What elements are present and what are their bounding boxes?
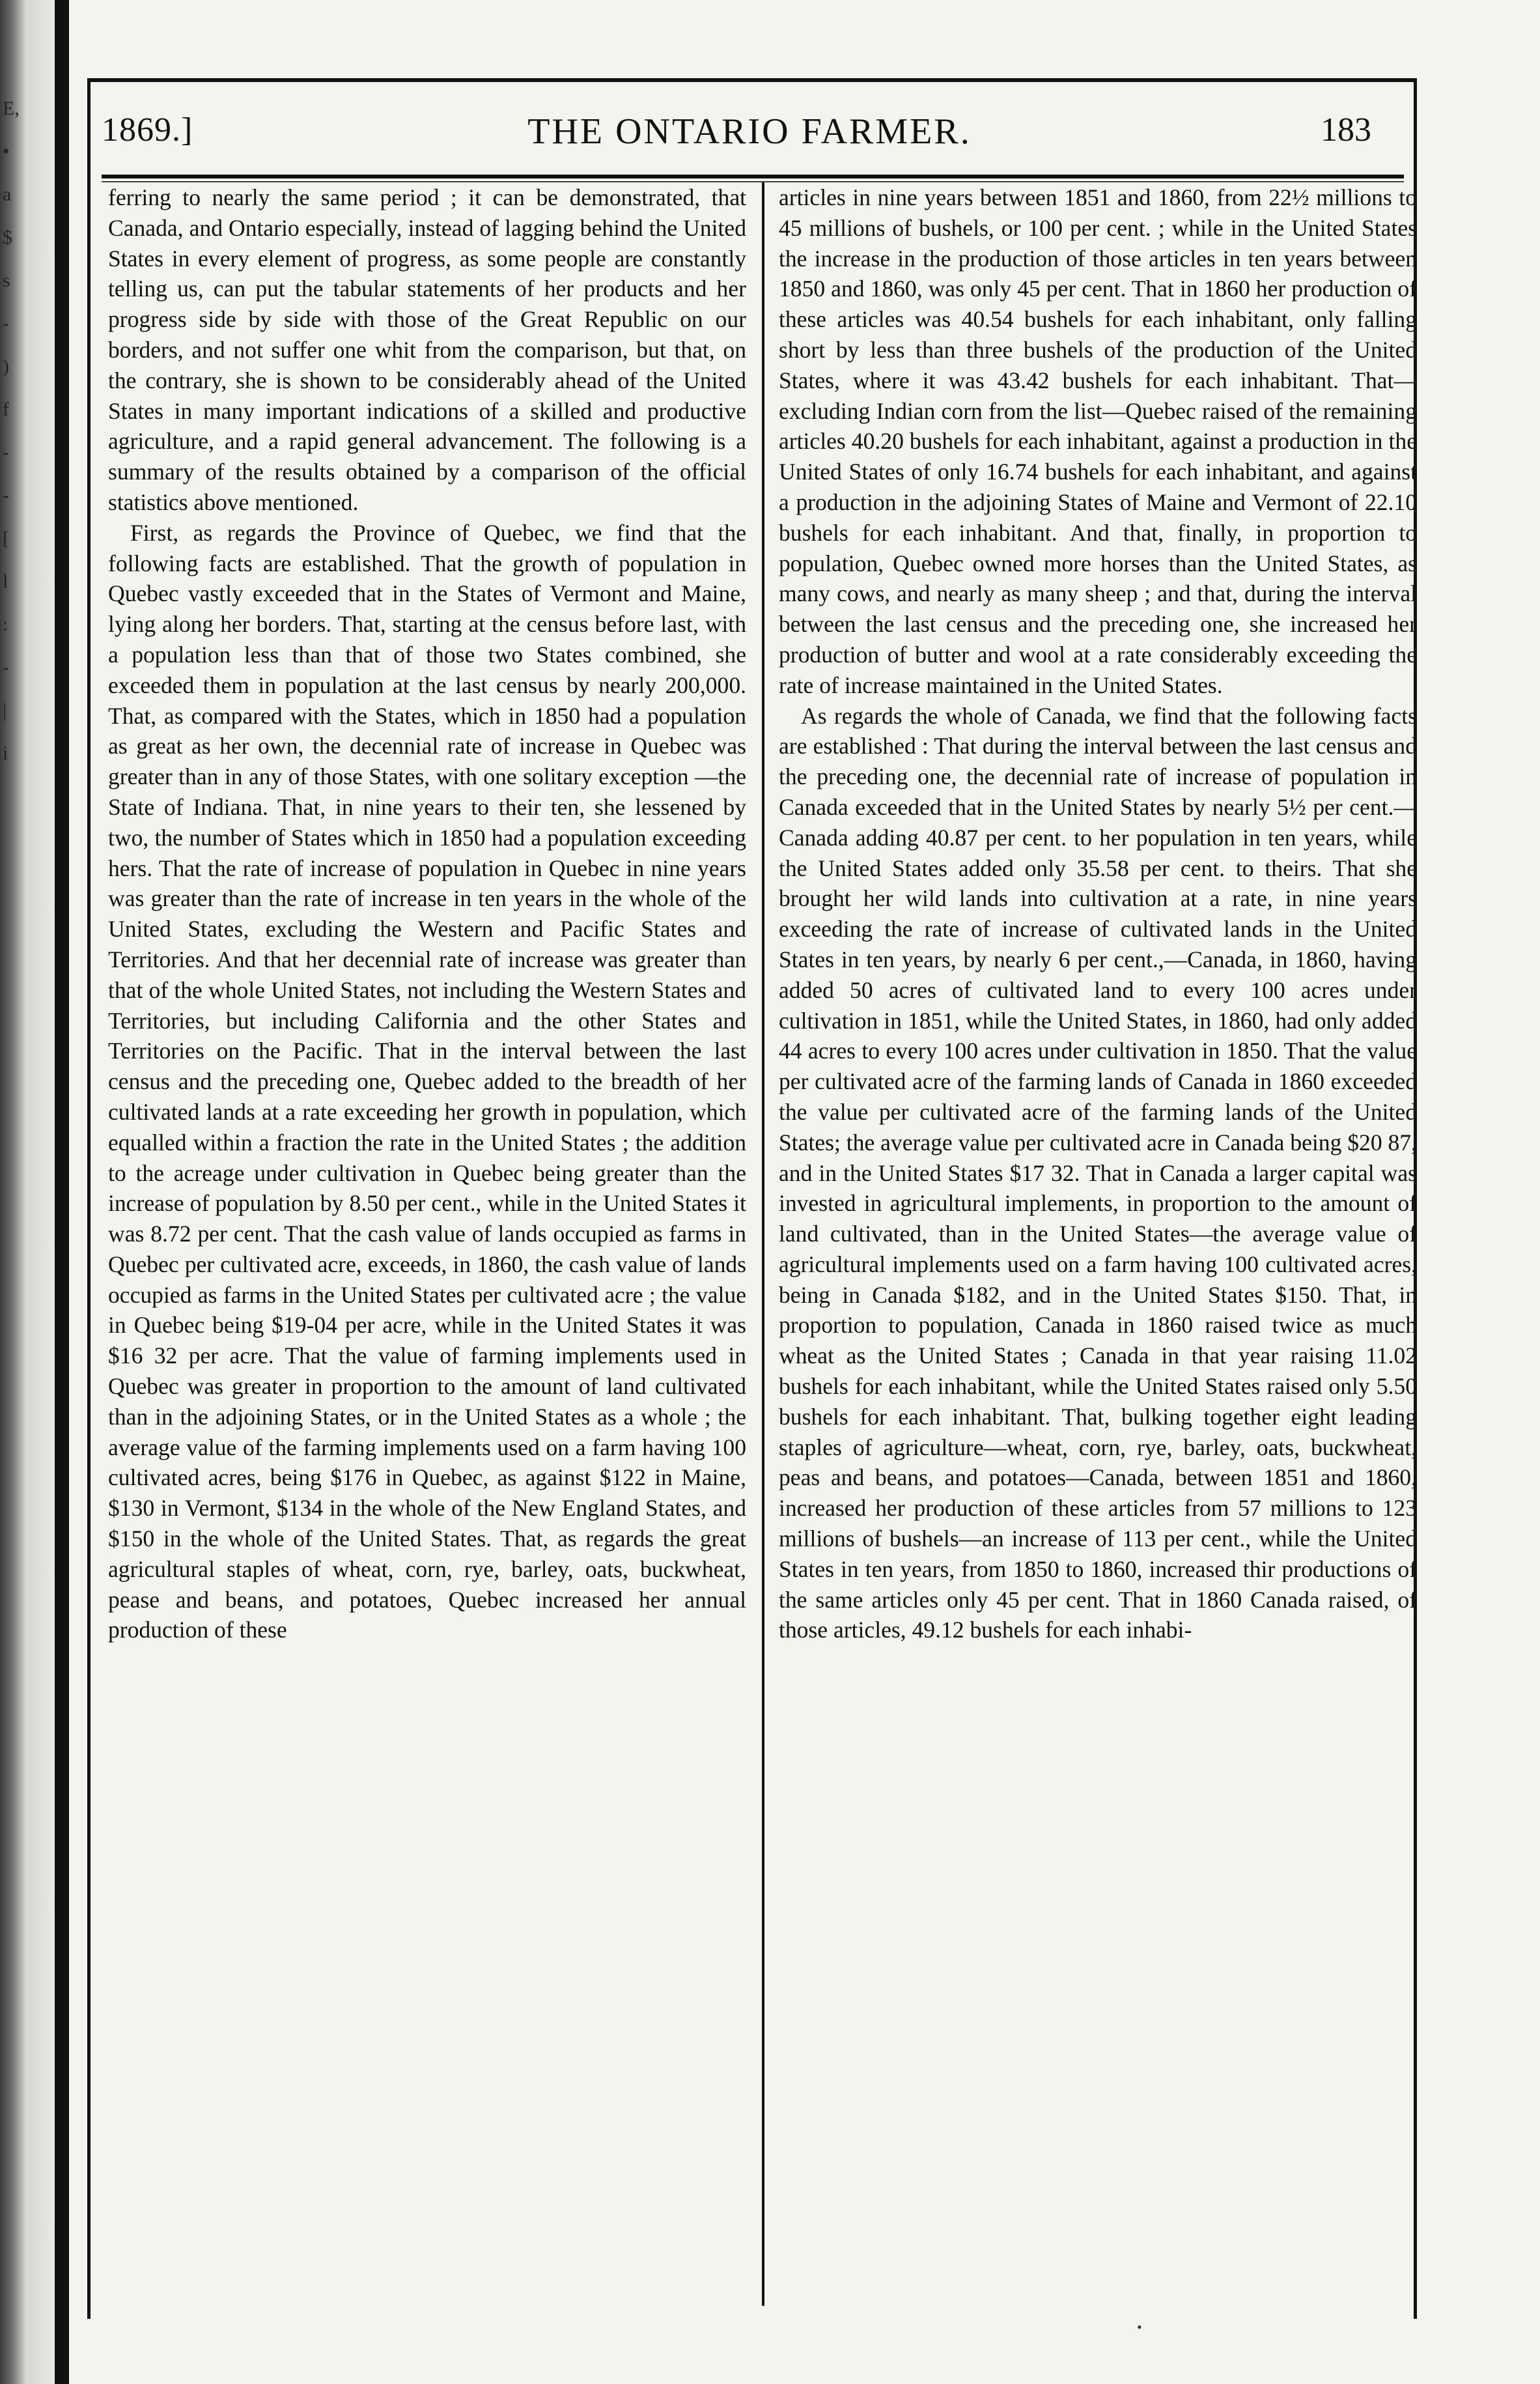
margin-fragments [0, 98, 30, 814]
margin-fragment: s [3, 270, 10, 291]
left-paragraph-1: ferring to nearly the same period ; it can be demonstrated, that Canada, and Ontario especially, instead of lagging behind the United States in every element of progress, as some people are constantly telling us, can put the tabular statements of her products and her progress side by side with those of the Great Republic on our borders, and not suffer one whit from the comparison, but that, on the contrary, she is shown to be considerably ahead of the United States in many important indications of a skilled and productive agriculture, and a rapid general advancement. The following is a summary of the results obtained by a comparison of the official statistics above mentioned. [108, 184, 746, 515]
margin-fragment: • [3, 141, 10, 162]
left-paragraph-2: First, as regards the Province of Quebec, we find that the following facts are established. That the growth of population in Quebec vastly exceeded that in the States of Vermont and Maine, lying along her borders. That, starting at the census before last, with a population less than that of those two States combined, she exceeded them in population at the last census by nearly 200,000. That, as compared with the States, which in 1850 had a population as great as her own, the decennial rate of increase in Quebec was greater than in any of those States, with one solitary exception —the State of Indiana. That, in nine years to their ten, she lessened by two, the number of States which in 1850 had a population exceeding hers. That the rate of increase of population in Quebec in nine years was greater than the rate of increase in ten years in the whole of the United States, excluding the Western and Pacific States and Territories. And that her decennial rate of increase was greater than that of the whole United States, not including the Western States and Territories, but including California and the other States and Territories on the Pacific. That in the interval between the last census and the preceding one, Quebec added to the breadth of her cultivated lands at a rate exceeding her growth in population, which equalled within a fraction the rate in the United States ; the addition to the acreage under cultivation in Quebec being greater than the increase of population by 8.50 per cent., while in the United States it was 8.72 per cent. That the cash value of lands occupied as farms in Quebec per cultivated acre, exceeds, in 1860, the cash value of lands occupied as farms in the United States per cultivated acre ; the value in Quebec being $19-04 per acre, while in the United States it was $16 32 per acre. That the value of farming implements used in Quebec was greater in proportion to the amount of land cultivated than in the adjoining States, or in the United States as a whole ; the average value of the farming implements used on a farm having 100 cultivated acres, being $176 in Quebec, as against $122 in Maine, $130 in Vermont, $134 in the whole of the New England States, and $150 in the whole of the United States. That, as regards the great agricultural staples of wheat, corn, rye, barley, oats, buckwheat, pease and beans, and potatoes, Quebec increased her annual production of these [108, 519, 746, 1643]
newspaper-page [82, 78, 1417, 2338]
right-column [779, 182, 1417, 2306]
margin-fragment: - [3, 313, 9, 334]
margin-fragment: - [3, 485, 9, 506]
margin-fragment: ) [3, 356, 9, 377]
header-rule [102, 175, 1404, 178]
column-divider [762, 182, 764, 2306]
margin-fragment: i [3, 743, 8, 764]
margin-fragment: : [3, 614, 8, 635]
margin-fragment: f [3, 399, 9, 420]
right-paragraph-2: As regards the whole of Canada, we find that the following facts are established : That during the interval between the last census and the preceding one, the decennial rate of increase of population in Canada exceeded that in the United States by nearly 5½ per cent.—Canada adding 40.87 per cent. to her population in ten years, while the United States added only 35.58 per cent. to theirs. That she brought her wild lands into cultivation at a rate, in nine years exceeding the rate of increase of cultivated lands in the United States in ten years, by nearly 6 per cent.,—Canada, in 1860, having added 50 acres of cultivated land to every 100 acres under cultivation in 1851, while the United States, in 1860, had only added 44 acres to every 100 acres under cultivation in 1850. That the value per cultivated acre of the farming lands of Canada in 1860 exceeded the value per cultivated acre of the farming lands of the United States; the average value per cultivated acre in Canada being $20 87, and in the United States $17 32. That in Canada a larger capital was invested in agricultural implements, in proportion to the amount of land cultivated, than in the United States—the average value of agricultural implements used on a farm having 100 cultivated acres, being in Canada $182, and in the United States $150. That, in proportion to population, Canada in 1860 raised twice as much wheat as the United States ; Canada in that year raising 11.02 bushels for each inhabitant, while the United States raised only 5.50 bushels for each inhabitant. That, bulking together eight leading staples of agriculture—wheat, corn, rye, barley, oats, buckwheat, peas and beans, and potatoes—Canada, between 1851 and 1860, increased her production of these articles from 57 millions to 123 millions of bushels—an increase of 113 per cent., while the United States in ten years, from 1850 to 1860, increased thir productions of the same articles only 45 per cent. That in 1860 Canada raised, of those articles, 49.12 bushels for each inhabi- [779, 702, 1417, 1643]
binding-shadow [55, 0, 69, 2384]
page-frame-top [87, 78, 1417, 82]
right-paragraph-1: articles in nine years between 1851 and 1860, from 22½ millions to 45 millions of bushels, or 100 per cent. ; while in the United States the increase in the production of those articles in ten years between 1850 and 1860, was only 45 per cent. That in 1860 her production of these articles was 40.54 bushels for each inhabitant, only falling short by less than three bushels of the production of the United States, where it was 43.42 bushels for each inhabitant. That—excluding Indian corn from the list—Quebec raised of the remaining articles 40.20 bushels for each inhabitant, against a production in the United States of only 16.74 bushels for each inhabitant, and against a production in the adjoining States of Maine and Vermont of 22.10 bushels for each inhabitant. And that, finally, in proportion to population, Quebec owned more horses than the United States, as many cows, and nearly as many sheep ; and that, during the interval between the last census and the preceding one, she increased her production of butter and wool at a rate considerably exceeding the rate of increase maintained in the United States. [779, 184, 1417, 698]
footer-mark: • [1137, 2319, 1142, 2335]
margin-fragment: | [3, 700, 7, 721]
margin-fragment: l [3, 571, 8, 592]
margin-fragment: - [3, 657, 9, 678]
header-year: 1869.] [102, 111, 193, 149]
margin-fragment: - [3, 442, 9, 463]
margin-fragment: $ [3, 227, 12, 248]
page-frame-left [87, 78, 91, 2319]
left-column [108, 182, 746, 2306]
page-number: 183 [1321, 111, 1371, 149]
publication-title: THE ONTARIO FARMER. [527, 111, 972, 152]
page-header [82, 107, 1417, 165]
margin-fragment: E, [3, 98, 20, 119]
margin-fragment: a [3, 184, 12, 205]
margin-fragment: [ [3, 528, 9, 549]
